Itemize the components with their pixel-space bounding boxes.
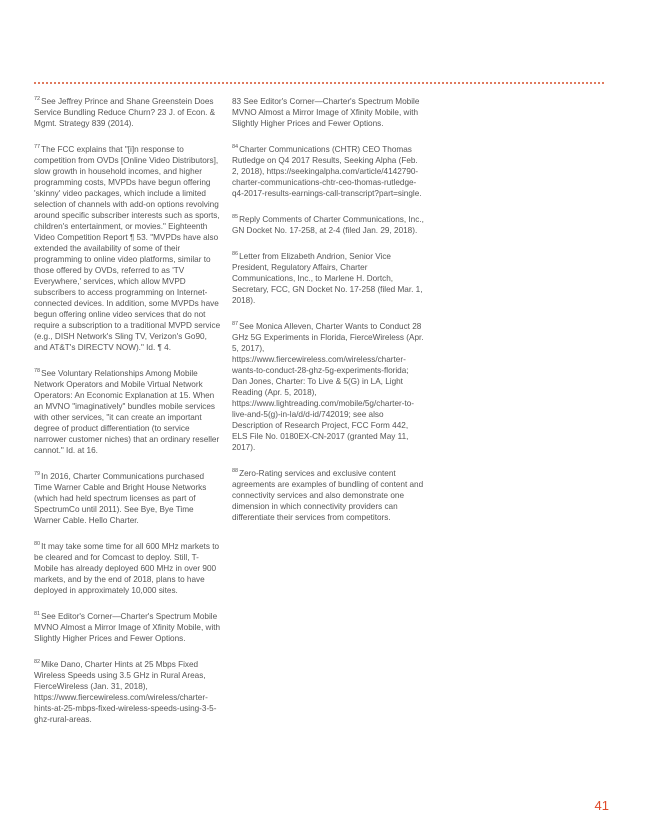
footnotes-left-column <box>34 96 221 740</box>
footnote-81: $^{81}$See Editor's Corner—Charter's Spectrum Mobile MVNO Almost a Mirror Image of Xfinity Mobile, with Slightly Higher Prices and Fewer Options. <box>34 611 221 643</box>
footnote-84: $^{84}$Charter Communications (CHTR) CEO Thomas Rutledge on Q4 2017 Results, Seeking Alpha (Feb. 2, 2018), https://seekingalpha.com/article/4142790-charter-communications-chtr-ceo-thomas-rutledge-q4-2017-results-earnings-call-transcript?part=single. <box>232 144 422 198</box>
footnote-82: $^{82}$Mike Dano, Charter Hints at 25 Mbps Fixed Wireless Speeds using 3.5 GHz in Rural Areas, FierceWireless (Jan. 31, 2018), https://www.fiercewireless.com/wireless/charter-hints-at-25-mbps-fixed-wireless-speeds-using-3-5-ghz-rural-areas. <box>34 659 217 724</box>
footnote-85: $^{85}$Reply Comments of Charter Communications, Inc., GN Docket No. 17-258, at 2-4 (filed Jan. 29, 2018). <box>232 214 424 235</box>
footnote-83: 83 See Editor's Corner—Charter's Spectrum Mobile MVNO Almost a Mirror Image of Xfinity Mobile, with Slightly Higher Prices and Fewer Options. <box>232 97 420 128</box>
footnote-72: $^{72}$See Jeffrey Prince and Shane Greenstein Does Service Bundling Reduce Churn? 23 J. of Econ. & Mgmt. Strategy 839 (2014). <box>34 96 216 128</box>
footnote-87: $^{87}$See Monica Alleven, Charter Wants to Conduct 28 GHz 5G Experiments in Florida, FierceWireless (Apr. 5, 2017), https://www.fiercewireless.com/wireless/charter-wants-to-conduct-28-ghz-5g-experiments-florida; Dan Jones, Charter: To Live & 5(G) in LA, Light Reading (Apr. 5, 2018), https://www.lightreading.com/mobile/5g/charter-to-live-and-5(g)-in-la/d/d-id/742019; see also Description of Research Project, FCC Form 442, ELS File No. 0180EX-CN-2017 (granted May 11, 2017). <box>232 321 424 452</box>
footnote-80: $^{80}$It may take some time for all 600 MHz markets to be cleared and for Comcast to deploy. Still, T-Mobile has already deployed 600 MHz in over 900 markets, and by the end of 2018, plans to have deployed in approximately 10,000 sites. <box>34 541 220 595</box>
page-number: 41 <box>594 798 609 813</box>
dotted-divider <box>34 82 604 84</box>
footnote-77: $^{77}$The FCC explains that "[i]n response to competition from OVDs [Online Video Distributors], slow growth in household incomes, and higher programming costs, MVPDs have begun offering 'skinny' video packages, which include a limited selection of channels with add-on options revolving around specific subscriber interests such as sports, children's entertainment, or movies." Eighteenth Video Competition Report ¶ 53. "MVPDs have also extended the availability of some of their programming to online video platforms, similar to those offered by OVDs, referred to as 'TV Everywhere,' services, which allow MVPD subscribers to access programming on Internet-connected devices. In addition, some MVPDs have begun offering online video services that do not require a subscription to a traditional MVPD service (e.g., DISH Network's Sling TV, Verizon's Go90, and AT&T's DIRECTV NOW)." Id. ¶ 4. <box>34 144 221 352</box>
footnote-78: $^{78}$See Voluntary Relationships Among Mobile Network Operators and Mobile Virtual Network Operators: An Economic Explanation at 15. When an MVNO "imaginatively" bundles mobile services with other services, "it can create an important degree of product differentiation (to service narrower customer niches) that an ordinary reseller cannot." Id. at 16. <box>34 368 220 455</box>
footnotes-right-column <box>232 96 424 538</box>
footnote-86: $^{86}$Letter from Elizabeth Andrion, Senior Vice President, Regulatory Affairs, Charter Communications, Inc., to Marlene H. Dortch, Secretary, FCC, GN Docket No. 17-258 (filed Mar. 1, 2018). <box>232 251 423 305</box>
footnote-79: $^{79}$In 2016, Charter Communications purchased Time Warner Cable and Bright House Networks (which had held spectrum licenses as part of SpectrumCo until 2011). See Bye, Bye Time Warner Cable. Hello Charter. <box>34 471 207 525</box>
footnote-88: $^{88}$Zero-Rating services and exclusive content agreements are examples of bundling of content and connectivity services and also demonstrate one dimension in which connectivity providers can differentiate their services from competitors. <box>232 468 424 522</box>
